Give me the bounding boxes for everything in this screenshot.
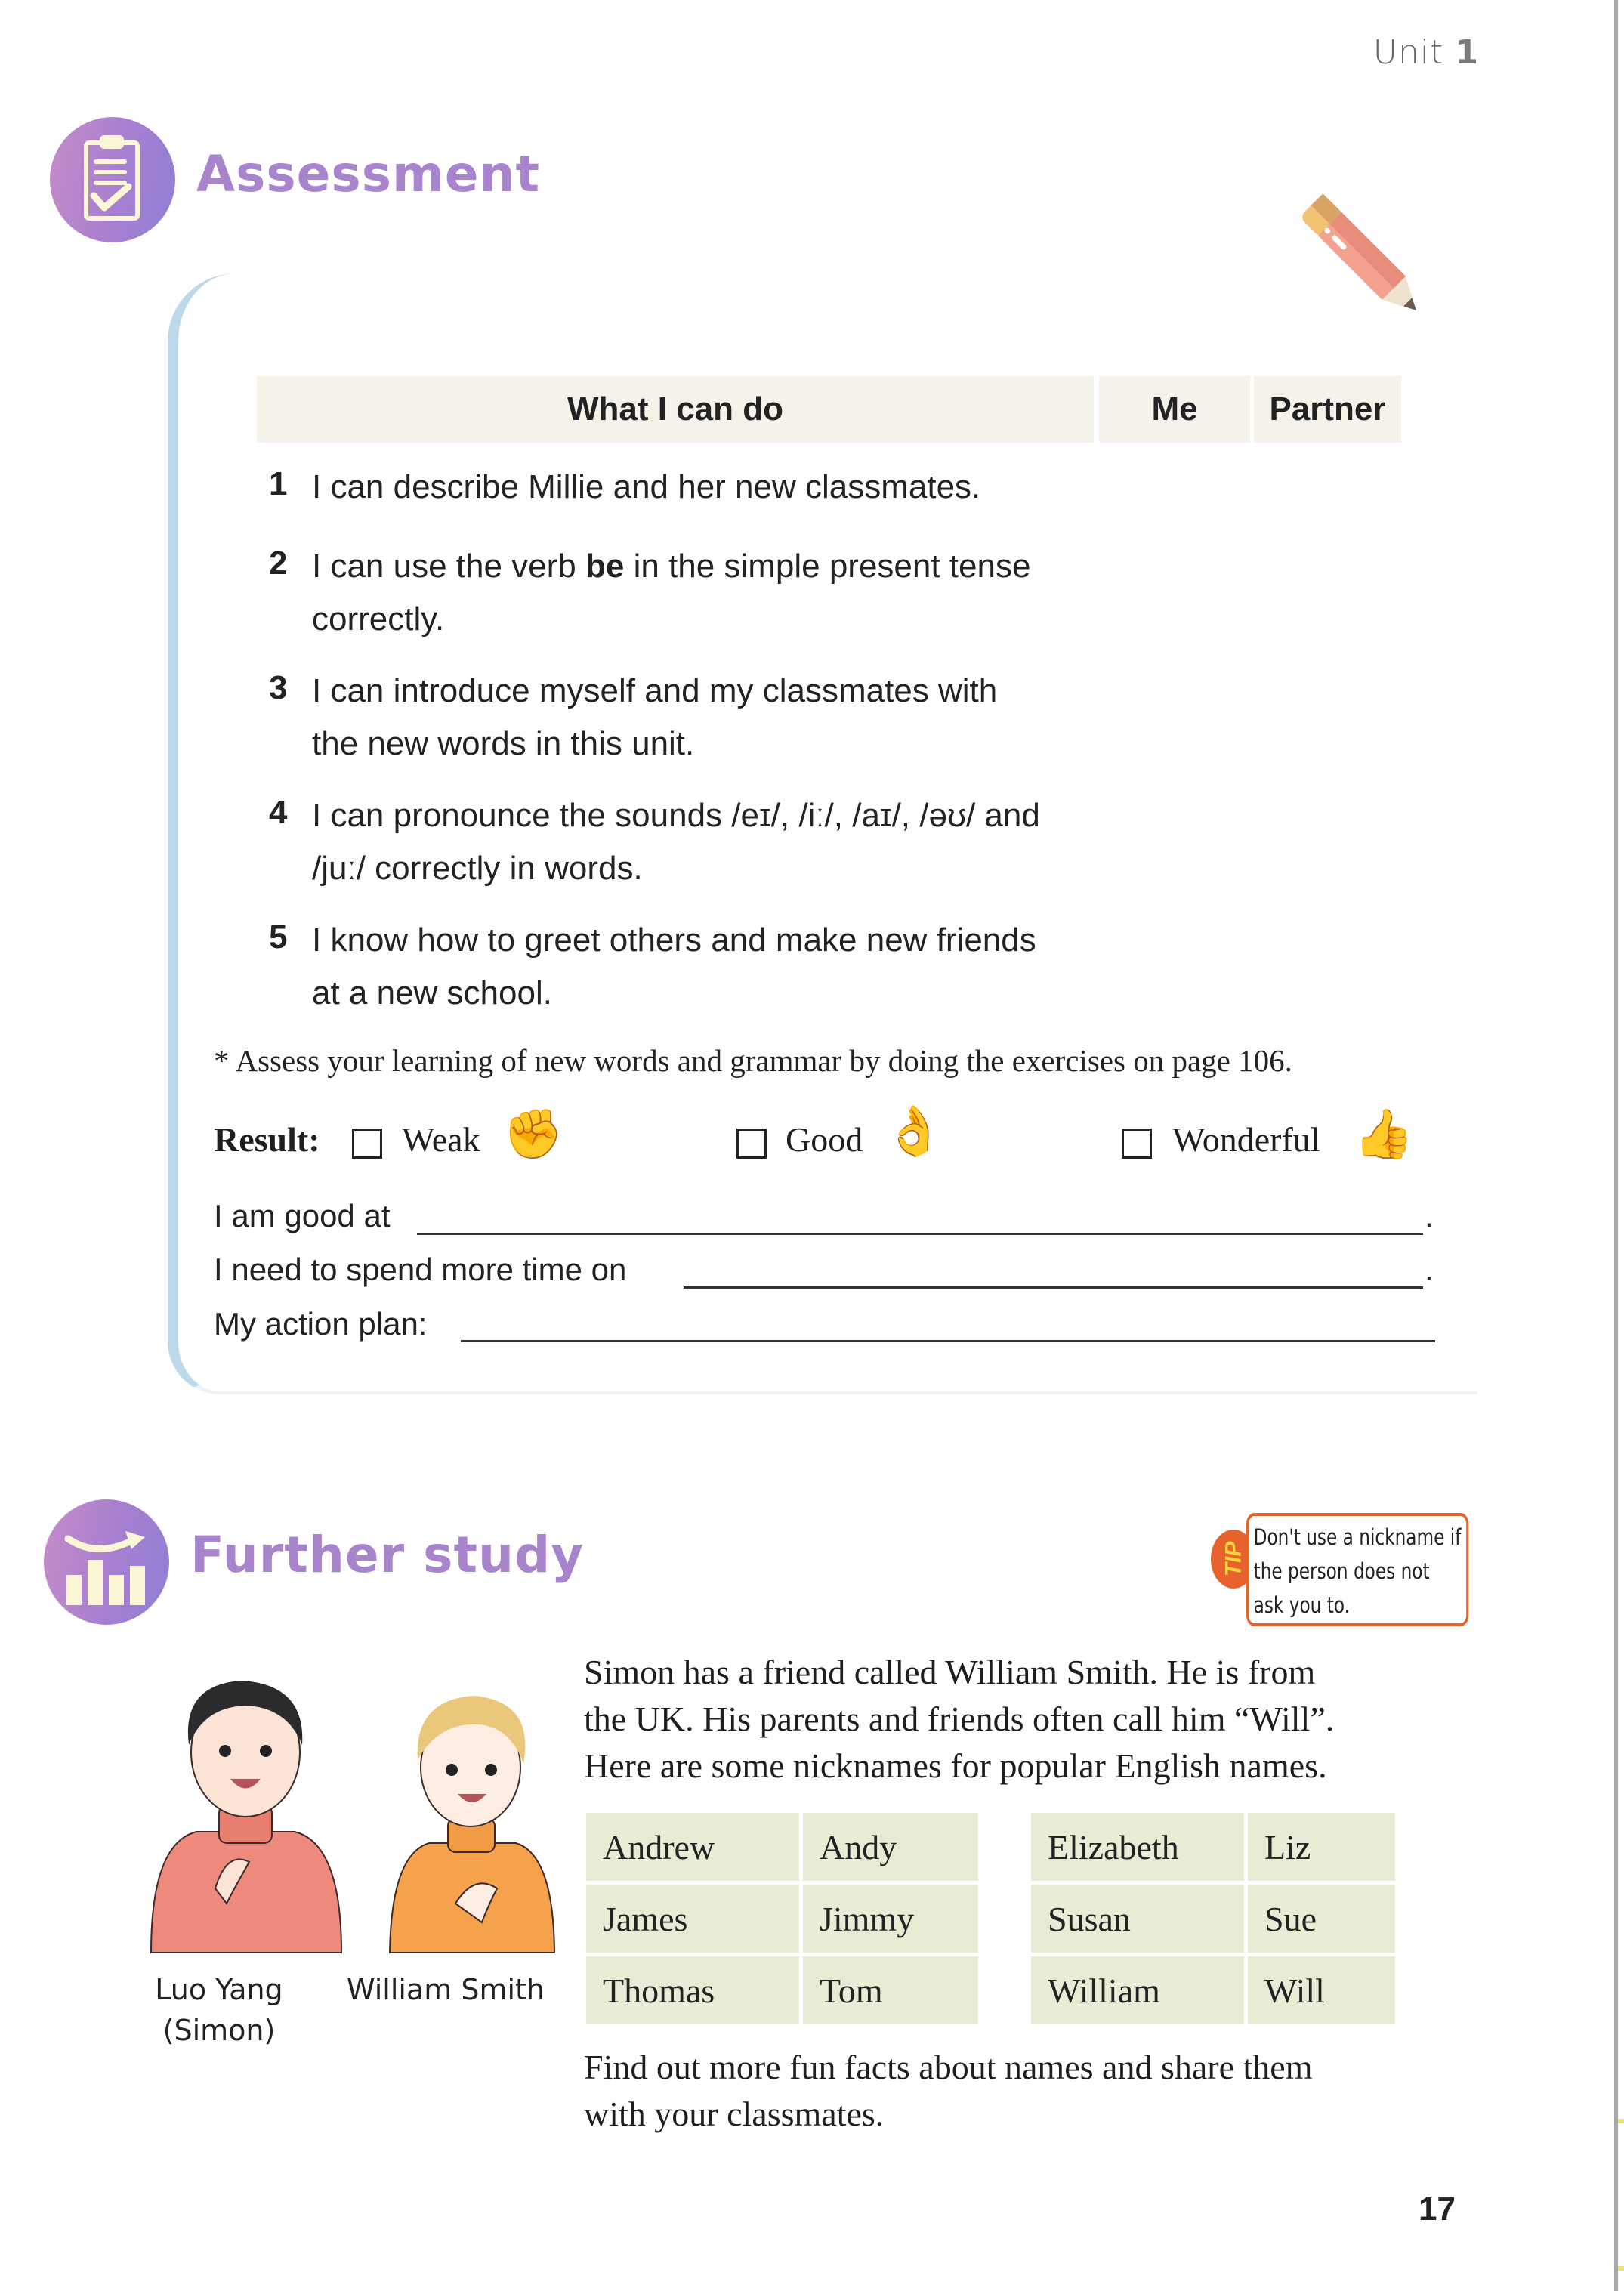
full-name-cell: Elizabeth	[1031, 1813, 1244, 1881]
item-number: 5	[269, 919, 288, 956]
item-number: 4	[269, 794, 288, 831]
can-do-item	[312, 665, 1143, 770]
action-plan-input[interactable]	[461, 1340, 1435, 1342]
intro-paragraph	[584, 1649, 1475, 1789]
item-bold-word: be	[585, 548, 625, 585]
assessment-note: * Assess your learning of new words and grammar by doing the exercises on page 106.	[214, 1043, 1292, 1078]
item-line: I can describe Millie and her new classmates.	[312, 468, 981, 505]
result-label: Result:	[214, 1120, 320, 1159]
intro-line: Simon has a friend called William Smith. He is from	[584, 1653, 1316, 1691]
item-number: 3	[269, 669, 288, 706]
table-row	[1031, 1813, 1397, 1881]
checkbox-good[interactable]	[736, 1129, 767, 1159]
nickname-cell: Andy	[803, 1813, 978, 1881]
can-do-item	[312, 914, 1143, 1020]
item-text-part: I can use the verb	[312, 548, 585, 585]
unit-word: Unit	[1372, 33, 1444, 72]
checkbox-wonderful[interactable]	[1122, 1129, 1152, 1159]
ok-hand-icon: 👌	[884, 1104, 944, 1159]
nickname-cell: Sue	[1248, 1885, 1395, 1953]
checkbox-weak[interactable]	[352, 1129, 382, 1159]
table-row	[1031, 1885, 1397, 1953]
outro-line: with your classmates.	[584, 2095, 885, 2133]
item-line: /juː/ correctly in words.	[312, 850, 643, 887]
table-row	[586, 1885, 979, 1953]
caption-line: Luo Yang	[155, 1973, 283, 2006]
assessment-title: Assessment	[196, 145, 541, 203]
page-number: 17	[1419, 2191, 1456, 2228]
luo-yang-illustration	[144, 1662, 347, 1956]
item-line: the new words in this unit.	[312, 725, 695, 762]
more-time-label: I need to spend more time on	[214, 1252, 627, 1287]
nickname-cell: Liz	[1248, 1813, 1395, 1881]
header-what-i-can-do: What I can do	[257, 376, 1094, 443]
good-at-label: I am good at	[214, 1198, 391, 1233]
more-time-input[interactable]	[684, 1286, 1423, 1289]
full-name-cell: Susan	[1031, 1885, 1244, 1953]
caption-line: (Simon)	[162, 2014, 276, 2047]
further-study-title: Further study	[190, 1526, 585, 1584]
more-time-end: .	[1425, 1252, 1434, 1287]
item-number: 2	[269, 545, 288, 582]
binding-mark	[1618, 2266, 1624, 2271]
luo-yang-caption	[136, 1973, 302, 2047]
header-me: Me	[1099, 376, 1250, 443]
can-do-item	[312, 540, 1143, 646]
option-wonderful-label: Wonderful	[1172, 1120, 1320, 1159]
nicknames-table-left	[586, 1813, 979, 2024]
item-line	[312, 540, 1143, 593]
full-name-cell: Thomas	[586, 1956, 799, 2024]
tip-badge-text: TIP	[1220, 1541, 1246, 1577]
outro-line: Find out more fun facts about names and share them	[584, 2048, 1313, 2086]
can-do-item	[312, 789, 1143, 895]
option-good-label: Good	[786, 1120, 863, 1159]
table-row	[586, 1956, 979, 2024]
table-row	[1031, 1956, 1397, 2024]
binding-mark	[1618, 2119, 1624, 2123]
page-binding-line	[1614, 0, 1618, 2291]
nickname-cell: Jimmy	[803, 1885, 978, 1953]
william-smith-caption: William Smith	[346, 1973, 545, 2006]
unit-number: 1	[1455, 33, 1479, 72]
item-line: I can pronounce the sounds /eɪ/, /iː/, /aɪ/, /əʊ/ and	[312, 797, 1040, 834]
table-row	[586, 1813, 979, 1881]
intro-line: the UK. His parents and friends often call him “Will”.	[584, 1700, 1335, 1738]
outro-paragraph	[584, 2044, 1475, 2138]
full-name-cell: Andrew	[586, 1813, 799, 1881]
william-smith-illustration	[384, 1681, 557, 1956]
full-name-cell: William	[1031, 1956, 1244, 2024]
nickname-cell: Will	[1248, 1956, 1395, 2024]
full-name-cell: James	[586, 1885, 799, 1953]
tip-box: Don't use a nickname if the person does not ask you to.	[1246, 1513, 1468, 1626]
item-text-part: in the simple present tense	[624, 548, 1031, 585]
action-plan-label: My action plan:	[214, 1306, 428, 1342]
item-number: 1	[269, 465, 288, 502]
nicknames-table-right	[1031, 1813, 1397, 2024]
good-at-input[interactable]	[417, 1233, 1423, 1235]
bar-chart-growth-icon	[44, 1499, 169, 1625]
unit-label	[1373, 33, 1479, 72]
option-weak-label: Weak	[402, 1120, 480, 1159]
nickname-cell: Tom	[803, 1956, 978, 2024]
item-line: I can introduce myself and my classmates with	[312, 672, 998, 709]
intro-line: Here are some nicknames for popular English names.	[584, 1746, 1327, 1785]
item-line: at a new school.	[312, 974, 552, 1011]
clipboard-check-icon	[50, 117, 175, 242]
fist-hand-icon: ✊	[503, 1107, 563, 1162]
item-line: correctly.	[312, 601, 445, 638]
thumbs-up-icon: 👍	[1354, 1107, 1414, 1162]
good-at-end: .	[1425, 1198, 1434, 1233]
can-do-item	[312, 461, 1143, 514]
header-partner: Partner	[1254, 376, 1401, 443]
item-line: I know how to greet others and make new friends	[312, 922, 1036, 959]
